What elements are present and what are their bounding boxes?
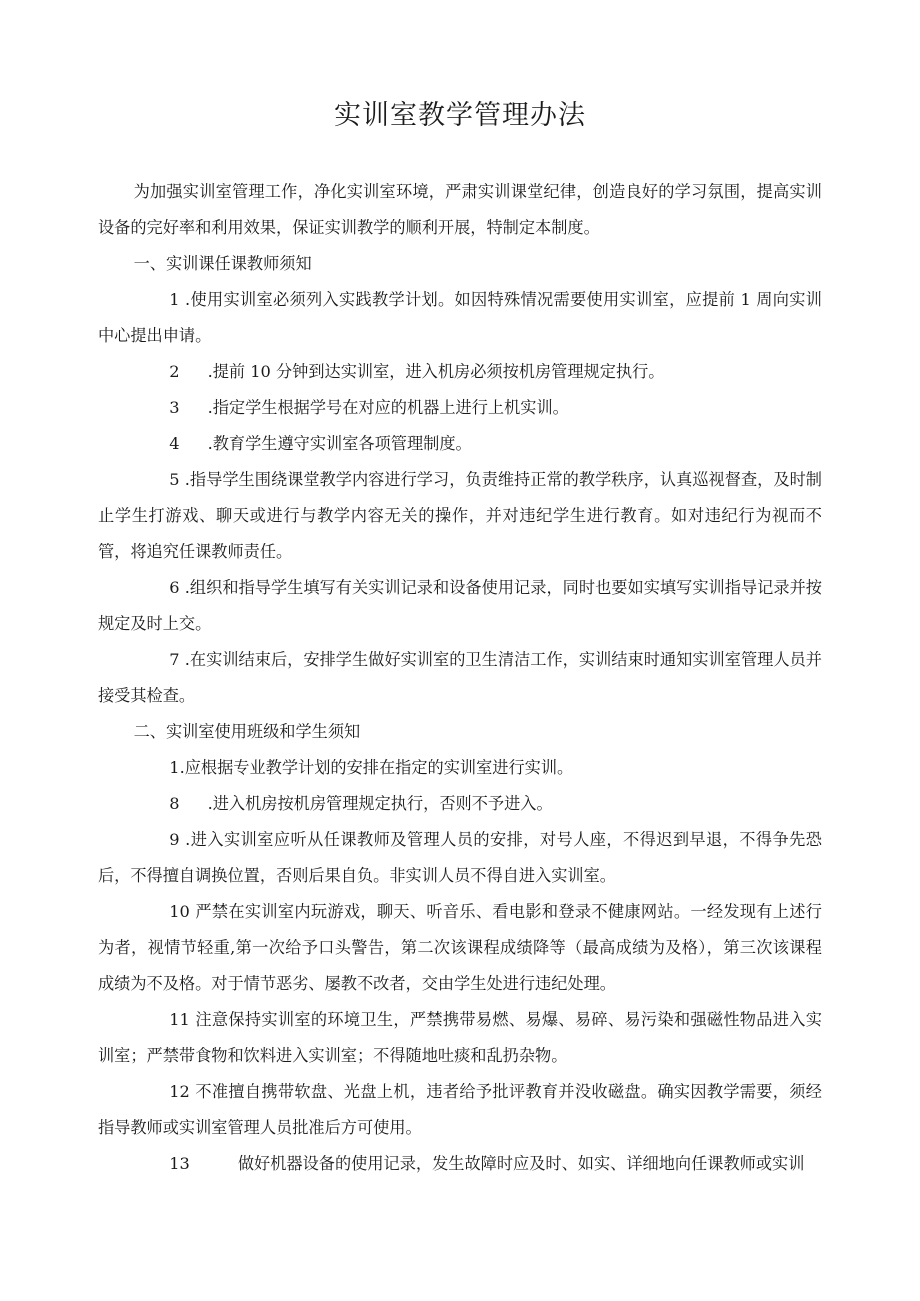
item-text: .进入机房按机房管理规定执行，否则不予进入。 (207, 794, 553, 813)
item-text: .使用实训室必须列入实践教学计划。如因特殊情况需要使用实训室，应提前 1 周向实训中心提出申请。 (98, 290, 822, 345)
section2-heading: 二、实训室使用班级和学生须知 (133, 722, 361, 741)
section1-item-5 (98, 462, 822, 570)
item-text: .在实训结束后，安排学生做好实训室的卫生清洁工作，实训结束时通知实训室管理人员并接受其检查。 (98, 650, 822, 705)
item-text: 不准擅自携带软盘、光盘上机，违者给予批评教育并没收磁盘。确实因教学需要，须经指导教师或实训室管理人员批准后方可使用。 (98, 1082, 822, 1137)
section1-item-2 (98, 354, 822, 390)
item-number: 11 (169, 1010, 190, 1029)
item-number: 4 (169, 434, 180, 453)
section1-item-4 (98, 426, 822, 462)
section2-item-9 (98, 822, 822, 894)
item-number: 12 (169, 1082, 190, 1101)
section2-item-11 (98, 1002, 822, 1074)
item-text: .指定学生根据学号在对应的机器上进行上机实训。 (207, 398, 569, 417)
section2-item-8 (98, 786, 822, 822)
item-number: 10 (169, 902, 190, 921)
intro-paragraph: 为加强实训室管理工作，净化实训室环境，严肃实训课堂纪律，创造良好的学习氛围，提高实训设备的完好率和利用效果，保证实训教学的顺利开展，特制定本制度。 (98, 182, 822, 237)
item-text: 严禁在实训室内玩游戏，聊天、听音乐、看电影和登录不健康网站。一经发现有上述行为者，视情节轻重,第一次给予口头警告，第二次该课程成绩降等（最高成绩为及格），第三次该课程成绩为不及格。对于情节恶劣、屡教不改者，交由学生处进行违纪处理。 (98, 902, 822, 993)
item-text: .教育学生遵守实训室各项管理制度。 (207, 434, 472, 453)
section1-item-7 (98, 642, 822, 714)
item-number: 1 (169, 758, 180, 777)
section2-item-10 (98, 894, 822, 1002)
item-text: .提前 10 分钟到达实训室，进入机房必须按机房管理规定执行。 (207, 362, 665, 381)
item-number: 7 (169, 650, 180, 669)
item-number: 3 (169, 398, 180, 417)
document-title: 实训室教学管理办法 (334, 100, 586, 131)
section2-item-1 (98, 750, 822, 786)
item-text: .指导学生围绕课堂教学内容进行学习，负责维持正常的教学秩序，认真巡视督查，及时制止学生打游戏、聊天或进行与教学内容无关的操作，并对违纪学生进行教育。如对违纪行为视而不管，将追究任课教师责任。 (98, 470, 822, 561)
item-number: 5 (169, 470, 180, 489)
item-text: .进入实训室应听从任课教师及管理人员的安排，对号人座，不得迟到早退，不得争先恐后，不得擅自调换位置，否则后果自负。非实训人员不得自进入实训室。 (98, 830, 822, 885)
section1-item-3 (98, 390, 822, 426)
item-number: 9 (169, 830, 180, 849)
section1-heading: 一、实训课任课教师须知 (133, 254, 312, 273)
item-text: .组织和指导学生填写有关实训记录和设备使用记录，同时也要如实填写实训指导记录并按规定及时上交。 (98, 578, 822, 633)
item-text: 注意保持实训室的环境卫生，严禁携带易燃、易爆、易碎、易污染和强磁性物品进入实训室；严禁带食物和饮料进入实训室；不得随地吐痰和乱扔杂物。 (98, 1010, 822, 1065)
item-number: 1 (169, 290, 180, 309)
section2-item-12 (98, 1074, 822, 1146)
item-number: 8 (169, 794, 180, 813)
section1-item-6 (98, 570, 822, 642)
section1-item-1 (98, 282, 822, 354)
item-text: 做好机器设备的使用记录，发生故障时应及时、如实、详细地向任课教师或实训 (237, 1154, 805, 1173)
item-number: 2 (169, 362, 180, 381)
item-number: 6 (169, 578, 180, 597)
section2-item-13 (98, 1146, 822, 1182)
item-number: 13 (169, 1154, 190, 1173)
item-text: .应根据专业教学计划的安排在指定的实训室进行实训。 (179, 758, 574, 777)
